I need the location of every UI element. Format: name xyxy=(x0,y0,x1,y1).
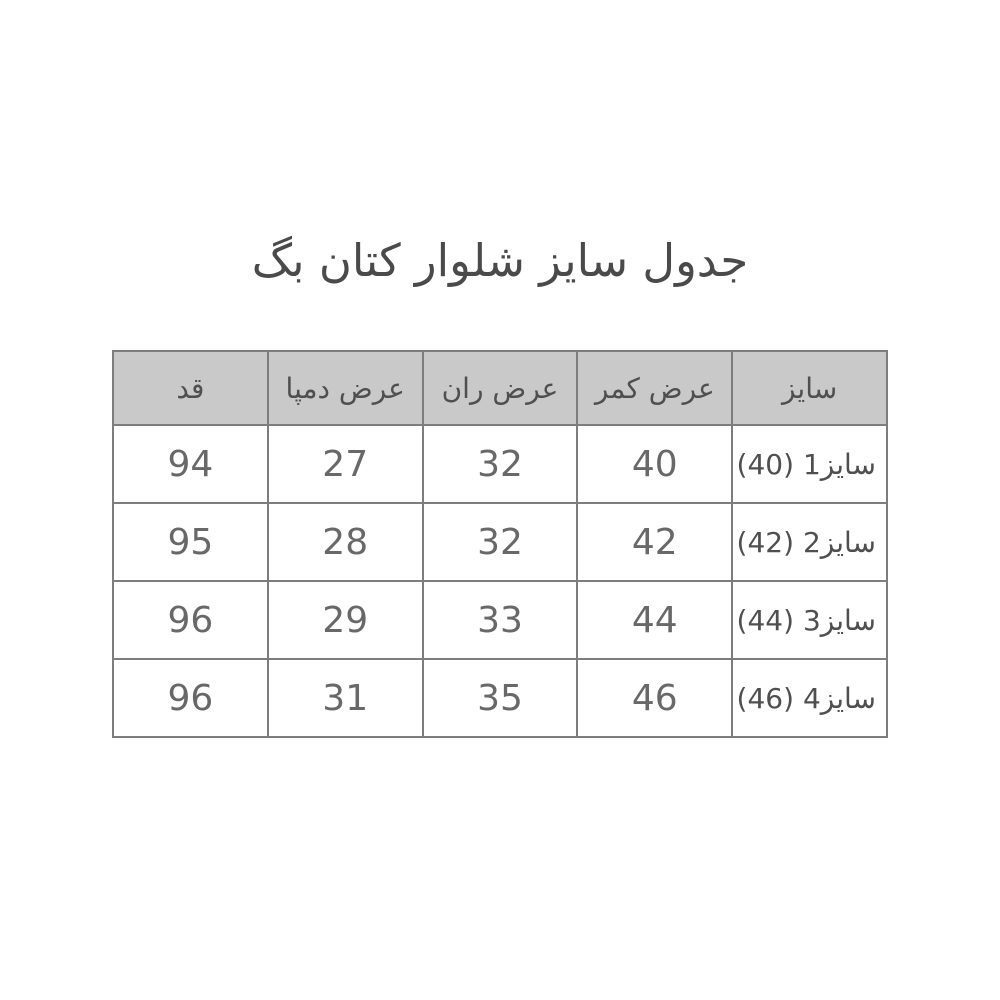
cell-waist: 42 xyxy=(577,503,732,581)
header-hem: عرض دمپا xyxy=(268,351,423,425)
cell-hem: 28 xyxy=(268,503,423,581)
cell-hem: 29 xyxy=(268,581,423,659)
cell-hem: 31 xyxy=(268,659,423,737)
table-row xyxy=(113,425,887,503)
cell-size: سایز1 (40) xyxy=(732,425,887,503)
header-thigh: عرض ران xyxy=(423,351,578,425)
cell-thigh: 32 xyxy=(423,425,578,503)
cell-size: سایز4 (46) xyxy=(732,659,887,737)
cell-length: 95 xyxy=(113,503,268,581)
page-title: جدول سایز شلوار کتان بگ xyxy=(251,234,749,287)
cell-hem: 27 xyxy=(268,425,423,503)
size-chart-table xyxy=(112,350,888,738)
cell-length: 96 xyxy=(113,581,268,659)
table-header xyxy=(113,351,887,425)
cell-length: 96 xyxy=(113,659,268,737)
table-row xyxy=(113,581,887,659)
header-waist: عرض کمر xyxy=(577,351,732,425)
cell-size: سایز2 (42) xyxy=(732,503,887,581)
cell-thigh: 35 xyxy=(423,659,578,737)
cell-waist: 44 xyxy=(577,581,732,659)
cell-size: سایز3 (44) xyxy=(732,581,887,659)
cell-thigh: 32 xyxy=(423,503,578,581)
header-row xyxy=(113,351,887,425)
cell-waist: 40 xyxy=(577,425,732,503)
table-row xyxy=(113,659,887,737)
table-body xyxy=(113,425,887,737)
cell-waist: 46 xyxy=(577,659,732,737)
cell-thigh: 33 xyxy=(423,581,578,659)
table-row xyxy=(113,503,887,581)
header-size: سایز xyxy=(732,351,887,425)
cell-length: 94 xyxy=(113,425,268,503)
header-length: قد xyxy=(113,351,268,425)
